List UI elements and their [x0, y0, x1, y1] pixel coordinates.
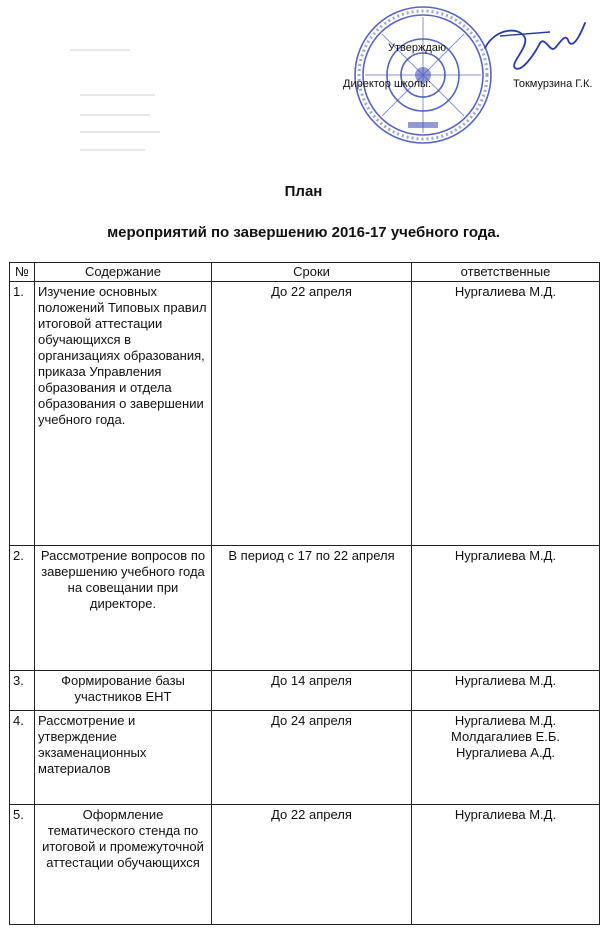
- row-content: Рассмотрение и утверждение экзаменационных материалов: [35, 711, 212, 805]
- responsible-person: Нургалиева М.Д.: [454, 673, 557, 688]
- table-header-row: [10, 263, 600, 282]
- responsible-person: Молдагалиев Е.Б.: [450, 729, 561, 744]
- table-row: [10, 546, 600, 671]
- director-name: Токмурзина Г.К.: [513, 78, 593, 90]
- handwritten-signature: [480, 18, 590, 78]
- responsible-person: Нургалиева М.Д.: [454, 713, 557, 728]
- row-content: Оформление тематического стенда по итоговой и промежуточной аттестации обучающихся: [35, 805, 212, 925]
- row-number: 5.: [10, 805, 35, 925]
- row-responsible: [412, 282, 600, 546]
- responsible-person: Нургалиева М.Д.: [454, 807, 557, 822]
- header-content: Содержание: [35, 263, 212, 282]
- header-responsible: ответственные: [412, 263, 600, 282]
- row-responsible: [412, 546, 600, 671]
- row-responsible: [412, 805, 600, 925]
- row-number: 4.: [10, 711, 35, 805]
- table-row: [10, 671, 600, 711]
- row-content: Рассмотрение вопросов по завершению учебного года на совещании при директоре.: [35, 546, 212, 671]
- row-deadline: До 22 апреля: [212, 282, 412, 546]
- official-seal-stamp: [348, 2, 498, 152]
- responsible-person: Нургалиева М.Д.: [454, 548, 557, 563]
- row-deadline: В период с 17 по 22 апреля: [212, 546, 412, 671]
- table-row: [10, 805, 600, 925]
- row-content: Формирование базы участников ЕНТ: [35, 671, 212, 711]
- row-number: 3.: [10, 671, 35, 711]
- row-number: 1.: [10, 282, 35, 546]
- row-number: 2.: [10, 546, 35, 671]
- bleed-through-marks: [60, 40, 180, 170]
- row-responsible: [412, 711, 600, 805]
- header-number: №: [10, 263, 35, 282]
- row-deadline: До 24 апреля: [212, 711, 412, 805]
- document-title: План: [284, 183, 323, 200]
- table-row: [10, 282, 600, 546]
- row-content: Изучение основных положений Типовых правил итоговой аттестации обучающихся в организациях образования, приказа Управления образования и отдела образования о завершении учебного года.: [35, 282, 212, 546]
- header-deadline: Сроки: [212, 263, 412, 282]
- row-deadline: До 22 апреля: [212, 805, 412, 925]
- row-deadline: До 14 апреля: [212, 671, 412, 711]
- events-plan-table: [9, 262, 600, 925]
- table-row: [10, 711, 600, 805]
- document-subtitle: мероприятий по завершению 2016-17 учебного года.: [107, 224, 500, 241]
- director-label: Директор школы:: [343, 78, 431, 90]
- responsible-person: Нургалиева М.Д.: [454, 284, 557, 299]
- row-responsible: [412, 671, 600, 711]
- responsible-person: Нургалиева А.Д.: [455, 745, 556, 760]
- approve-label: Утверждаю: [388, 42, 447, 54]
